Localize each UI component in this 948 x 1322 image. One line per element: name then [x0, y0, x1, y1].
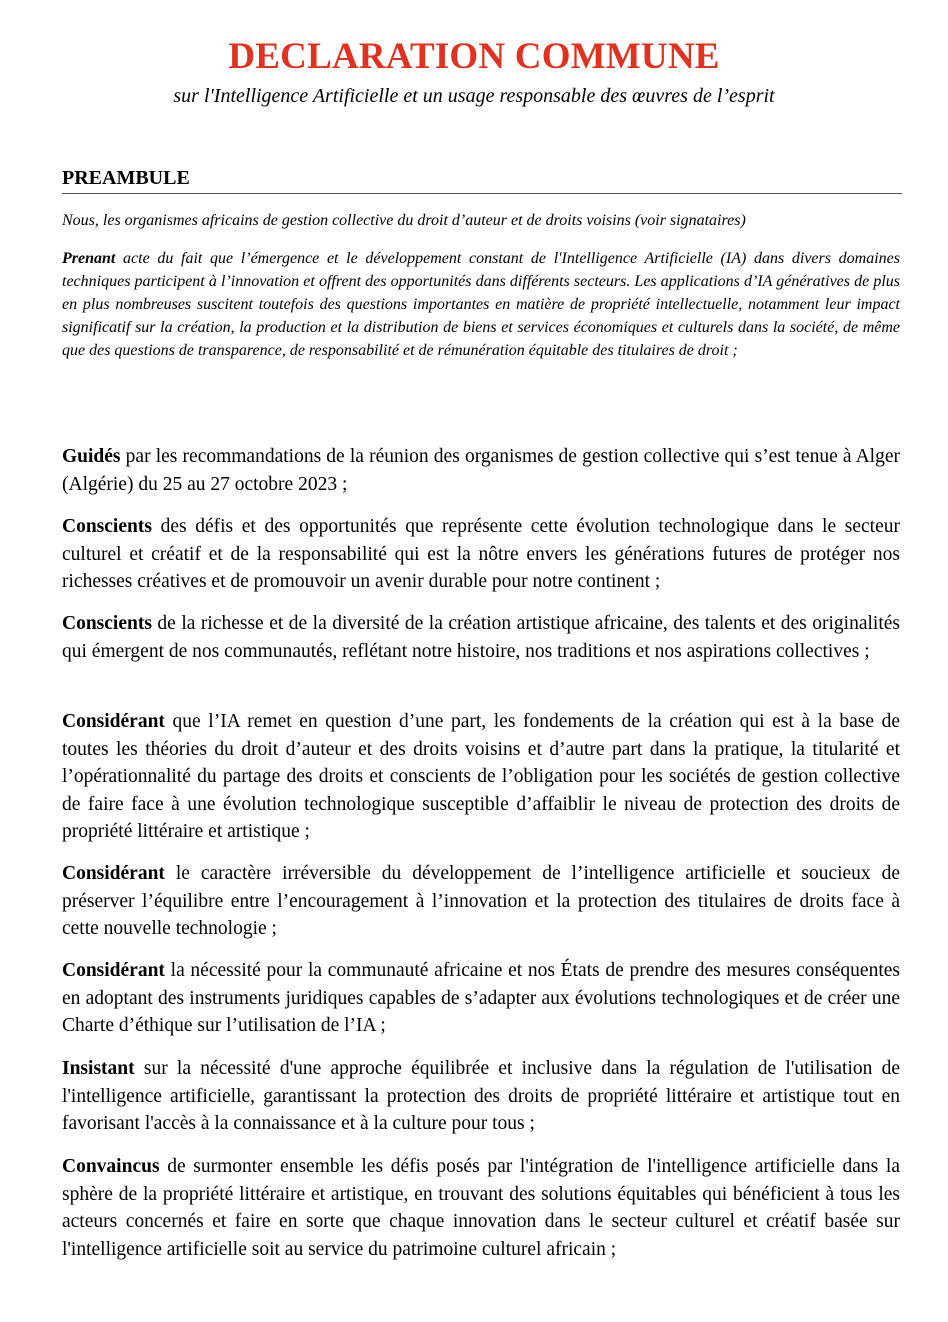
paragraph-keyword: Conscients	[62, 516, 152, 537]
preamble-heading: PREAMBULE	[62, 165, 902, 194]
paragraph-guides	[62, 443, 900, 498]
paragraph-text: par les recommandations de la réunion des organismes de gestion collective qui s’est tenue à Alger (Algérie) du 25 au 27 octobre 2023 ;	[62, 446, 900, 495]
paragraph-keyword: Considérant	[62, 960, 165, 981]
paragraph-considerant-1	[62, 708, 900, 846]
paragraph-keyword: Insistant	[62, 1058, 135, 1079]
paragraph-text: des défis et des opportunités que représente cette évolution technologique dans le secteur culturel et créatif et de la responsabilité qui est la nôtre envers les générations futures de protéger nos richesses créatives et de promouvoir un avenir durable pour notre continent ;	[62, 516, 900, 592]
document-title: DECLARATION COMMUNE	[228, 36, 720, 77]
paragraph-keyword: Prenant	[62, 250, 116, 267]
paragraph-text: la nécessité pour la communauté africaine et nos États de prendre des mesures conséquentes en adoptant des instruments juridiques capables de s’adapter aux évolutions technologiques et de créer une Charte d’éthique sur l’utilisation de l’IA ;	[62, 960, 900, 1036]
paragraph-considerant-2	[62, 860, 900, 943]
paragraph-considerant-3	[62, 957, 900, 1040]
paragraph-keyword: Considérant	[62, 863, 165, 884]
paragraph-text: de la richesse et de la diversité de la création artistique africaine, des talents et des originalités qui émergent de nos communautés, reflétant notre histoire, nos traditions et nos aspirations collectives ;	[62, 613, 900, 662]
paragraph-text: sur la nécessité d'une approche équilibrée et inclusive dans la régulation de l'utilisation de l'intelligence artificielle, garantissant la protection des droits de propriété littéraire et artistique tout en favorisant l'accès à la connaissance et à la culture pour tous ;	[62, 1058, 900, 1134]
paragraph-text: acte du fait que l’émergence et le développement constant de l'Intelligence Artificielle (IA) dans divers domaines techniques participent à l’innovation et offrent des opportunités dans différents secteurs. Les applications d’IA génératives de plus en plus nombreuses suscitent toutefois des questions importantes en matière de propriété intellectuelle, notamment leur impact significatif sur la création, la production et la distribution de biens et services économiques et culturels dans la société, de même que des questions de transparence, de responsabilité et de rémunération équitable des titulaires de droit ;	[62, 250, 900, 359]
paragraph-keyword: Considérant	[62, 711, 165, 732]
preamble-intro: Nous, les organismes africains de gestion collective du droit d’auteur et de droits voisins (voir signataires)	[62, 212, 746, 229]
preamble-prenant-paragraph	[62, 247, 900, 362]
paragraph-text: de surmonter ensemble les défis posés par l'intégration de l'intelligence artificielle dans la sphère de la propriété littéraire et artistique, en trouvant des solutions équitables qui bénéficient à tous les acteurs concernés et faire en sorte que chaque innovation dans le secteur culturel et créatif basée sur l'intelligence artificielle soit au service du patrimoine culturel africain ;	[62, 1156, 900, 1260]
paragraph-keyword: Guidés	[62, 446, 121, 467]
paragraph-convaincus	[62, 1153, 900, 1263]
paragraph-insistant	[62, 1055, 900, 1138]
paragraph-keyword: Conscients	[62, 613, 152, 634]
paragraph-keyword: Convaincus	[62, 1156, 160, 1177]
paragraph-text: que l’IA remet en question d’une part, les fondements de la création qui est à la base de toutes les théories du droit d’auteur et des droits voisins et d’autre part dans la pratique, la titularité et l’opérationnalité du partage des droits et conscients de l’obligation pour les sociétés de gestion collective de faire face à une évolution technologique susceptible d’affaiblir le niveau de protection des droits de propriété littéraire et artistique ;	[62, 711, 900, 842]
paragraph-conscients-1	[62, 513, 900, 596]
document-subtitle: sur l'Intelligence Artificielle et un usage responsable des œuvres de l’esprit	[173, 85, 775, 107]
paragraph-conscients-2	[62, 610, 900, 665]
paragraph-text: le caractère irréversible du développement de l’intelligence artificielle et soucieux de préserver l’équilibre entre l’encouragement à l’innovation et la protection des titulaires de droits face à cette nouvelle technologie ;	[62, 863, 900, 939]
